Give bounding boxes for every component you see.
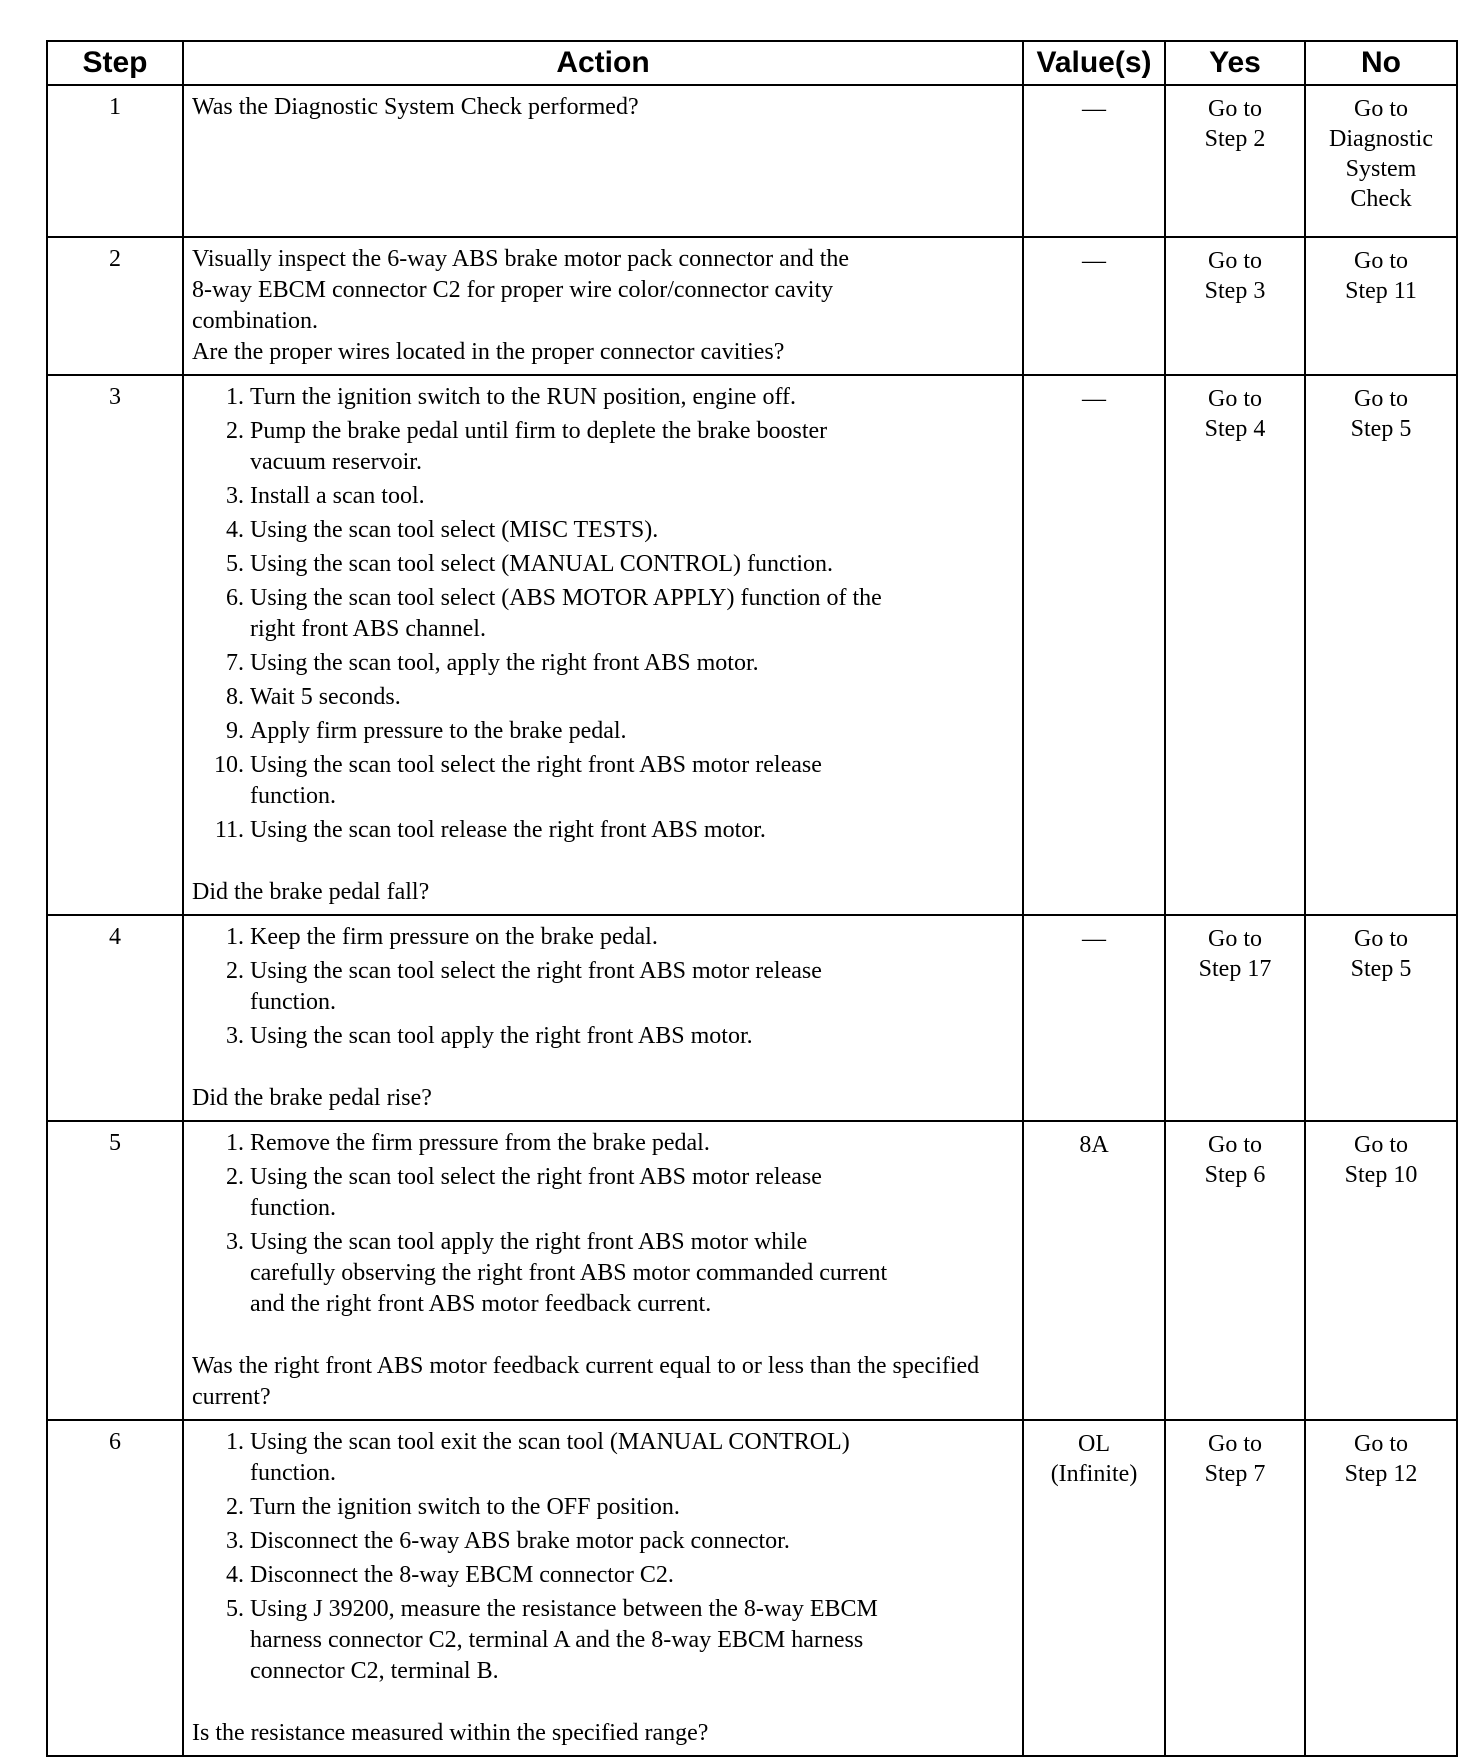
yes-text: Go to — [1208, 926, 1262, 952]
no-cell — [1305, 1121, 1457, 1420]
no-text: Step 5 — [1350, 416, 1412, 442]
action-step-text: Using the scan tool apply the right front ABS motor while — [250, 1229, 808, 1255]
action-step-text: Wait 5 seconds. — [250, 684, 401, 710]
no-text: Step 11 — [1345, 278, 1417, 304]
yes-cell — [1165, 915, 1305, 1121]
yes-text: Step 17 — [1198, 956, 1272, 982]
action-step-item — [214, 750, 1014, 812]
value-text: OL — [1078, 1431, 1110, 1457]
action-step-number: 1. — [226, 1429, 244, 1455]
no-text: System — [1345, 156, 1417, 182]
action-question: Was the right front ABS motor feedback current equal to or less than the specified current? — [192, 1353, 980, 1410]
no-cell — [1305, 237, 1457, 375]
yes-text: Go to — [1208, 96, 1262, 122]
spacer — [192, 1323, 1014, 1351]
value-cell — [1023, 237, 1165, 375]
action-step-text: Disconnect the 8-way EBCM connector C2. — [250, 1562, 674, 1588]
yes-text: Step 2 — [1204, 126, 1266, 152]
no-cell — [1305, 85, 1457, 237]
action-steps-list — [192, 382, 1014, 846]
value-cell — [1023, 85, 1165, 237]
action-step-text: harness connector C2, terminal A and the 8-way EBCM harness — [250, 1627, 864, 1653]
action-step-item — [226, 682, 1014, 713]
yes-cell — [1165, 85, 1305, 237]
action-step-text: carefully observing the right front ABS motor commanded current — [250, 1260, 888, 1286]
action-step-text: connector C2, terminal B. — [250, 1658, 499, 1684]
no-text: Go to — [1354, 1431, 1408, 1457]
value-text: — — [1082, 926, 1106, 952]
header-no: No — [1305, 41, 1457, 85]
action-step-item — [226, 1492, 1014, 1523]
action-step-item — [214, 815, 1014, 846]
action-step-number: 2. — [226, 1164, 244, 1190]
action-step-number: 3. — [226, 1023, 244, 1049]
no-text: Go to — [1354, 386, 1408, 412]
action-step-text: Keep the firm pressure on the brake pedal. — [250, 924, 658, 950]
action-step-number: 9. — [226, 718, 244, 744]
action-step-text: Using the scan tool select (MISC TESTS). — [250, 517, 659, 543]
action-cell — [183, 1420, 1023, 1756]
action-step-text: Install a scan tool. — [250, 483, 425, 509]
action-step-number: 7. — [226, 650, 244, 676]
no-text: Go to — [1354, 248, 1408, 274]
action-step-text: Using the scan tool release the right front ABS motor. — [250, 817, 766, 843]
yes-text: Step 7 — [1204, 1461, 1266, 1487]
action-step-text: Remove the firm pressure from the brake pedal. — [250, 1130, 710, 1156]
no-cell — [1305, 915, 1457, 1121]
action-step-number: 5. — [226, 551, 244, 577]
header-values: Value(s) — [1023, 41, 1165, 85]
no-text: Step 12 — [1344, 1461, 1418, 1487]
action-step-item — [226, 416, 1014, 478]
value-text: — — [1082, 386, 1106, 412]
value-cell — [1023, 375, 1165, 915]
step-number: 4 — [47, 915, 183, 1121]
spacer — [192, 1055, 1014, 1083]
action-step-item — [226, 515, 1014, 546]
action-step-number: 2. — [226, 958, 244, 984]
no-text: Step 5 — [1350, 956, 1412, 982]
table-row — [47, 237, 1457, 375]
yes-text: Go to — [1208, 1431, 1262, 1457]
no-text: Check — [1350, 186, 1412, 212]
spacer — [192, 1690, 1014, 1718]
action-step-text: function. — [250, 1195, 336, 1221]
value-cell — [1023, 1121, 1165, 1420]
action-step-text: function. — [250, 1460, 336, 1486]
header-action: Action — [183, 41, 1023, 85]
action-text: Visually inspect the 6-way ABS brake motor pack connector and the — [192, 246, 850, 272]
action-step-item — [226, 648, 1014, 679]
step-number: 3 — [47, 375, 183, 915]
action-cell — [183, 1121, 1023, 1420]
action-step-number: 10. — [214, 752, 244, 778]
action-step-number: 4. — [226, 1562, 244, 1588]
yes-cell — [1165, 237, 1305, 375]
yes-text: Step 4 — [1204, 416, 1266, 442]
value-text: — — [1082, 96, 1106, 122]
action-step-number: 3. — [226, 1229, 244, 1255]
action-step-number: 8. — [226, 684, 244, 710]
action-step-text: Turn the ignition switch to the OFF position. — [250, 1494, 680, 1520]
no-text: Go to — [1354, 96, 1408, 122]
action-cell — [183, 85, 1023, 237]
action-text: combination. — [192, 308, 318, 334]
action-step-number: 3. — [226, 483, 244, 509]
action-step-text: Using the scan tool select the right front ABS motor release — [250, 752, 822, 778]
action-step-item — [226, 922, 1014, 953]
action-step-number: 3. — [226, 1528, 244, 1554]
action-step-number: 11. — [214, 817, 244, 843]
action-question: Did the brake pedal fall? — [192, 879, 430, 905]
no-text: Go to — [1354, 1132, 1408, 1158]
header-yes: Yes — [1165, 41, 1305, 85]
action-step-number: 1. — [226, 384, 244, 410]
value-cell — [1023, 915, 1165, 1121]
action-steps-list — [192, 1427, 1014, 1687]
yes-text: Go to — [1208, 1132, 1262, 1158]
header-row — [47, 41, 1457, 85]
action-step-number: 6. — [226, 585, 244, 611]
action-text: Are the proper wires located in the proper connector cavities? — [192, 339, 785, 365]
yes-text: Step 6 — [1204, 1162, 1266, 1188]
action-cell — [183, 915, 1023, 1121]
action-step-item — [226, 583, 1014, 645]
action-step-item — [226, 382, 1014, 413]
step-number: 2 — [47, 237, 183, 375]
action-step-item — [226, 1594, 1014, 1687]
header-step: Step — [47, 41, 183, 85]
action-step-item — [226, 1128, 1014, 1159]
action-step-item — [226, 956, 1014, 1018]
action-step-number: 1. — [226, 924, 244, 950]
action-step-text: vacuum reservoir. — [250, 449, 422, 475]
action-steps-list — [192, 1128, 1014, 1320]
action-steps-list — [192, 922, 1014, 1052]
action-step-number: 2. — [226, 418, 244, 444]
action-step-item — [226, 1560, 1014, 1591]
value-text: 8A — [1079, 1132, 1109, 1158]
action-step-item — [226, 716, 1014, 747]
action-step-text: Turn the ignition switch to the RUN position, engine off. — [250, 384, 796, 410]
action-step-item — [226, 1021, 1014, 1052]
yes-cell — [1165, 1121, 1305, 1420]
action-step-item — [226, 1162, 1014, 1224]
yes-cell — [1165, 1420, 1305, 1756]
action-cell — [183, 237, 1023, 375]
action-step-text: Using J 39200, measure the resistance between the 8-way EBCM — [250, 1596, 878, 1622]
no-cell — [1305, 375, 1457, 915]
step-number: 1 — [47, 85, 183, 237]
action-step-number: 4. — [226, 517, 244, 543]
action-cell — [183, 375, 1023, 915]
action-step-text: right front ABS channel. — [250, 616, 486, 642]
value-text: (Infinite) — [1050, 1461, 1138, 1487]
step-number: 6 — [47, 1420, 183, 1756]
action-step-text: Using the scan tool select the right front ABS motor release — [250, 1164, 822, 1190]
action-step-item — [226, 1427, 1014, 1489]
table-row — [47, 1420, 1457, 1756]
action-step-text: function. — [250, 989, 336, 1015]
table-row — [47, 915, 1457, 1121]
value-cell — [1023, 1420, 1165, 1756]
action-step-number: 2. — [226, 1494, 244, 1520]
diagnostic-table — [46, 40, 1458, 1757]
action-step-text: and the right front ABS motor feedback current. — [250, 1291, 712, 1317]
no-text: Step 10 — [1344, 1162, 1418, 1188]
action-step-text: Using the scan tool select the right front ABS motor release — [250, 958, 822, 984]
table-row — [47, 375, 1457, 915]
action-question: Did the brake pedal rise? — [192, 1085, 432, 1111]
action-question: Is the resistance measured within the specified range? — [192, 1720, 709, 1746]
no-text: Go to — [1354, 926, 1408, 952]
action-step-number: 1. — [226, 1130, 244, 1156]
action-text: Was the Diagnostic System Check performed? — [192, 94, 639, 120]
no-cell — [1305, 1420, 1457, 1756]
no-text: Diagnostic — [1329, 126, 1433, 152]
yes-text: Step 3 — [1204, 278, 1266, 304]
action-step-item — [226, 1227, 1014, 1320]
action-step-text: function. — [250, 783, 336, 809]
table-row — [47, 85, 1457, 237]
action-step-item — [226, 481, 1014, 512]
yes-cell — [1165, 375, 1305, 915]
action-step-text: Using the scan tool, apply the right front ABS motor. — [250, 650, 759, 676]
action-step-text: Using the scan tool select (MANUAL CONTROL) function. — [250, 551, 834, 577]
yes-text: Go to — [1208, 386, 1262, 412]
table-row — [47, 1121, 1457, 1420]
action-step-text: Disconnect the 6-way ABS brake motor pack connector. — [250, 1528, 790, 1554]
action-step-item — [226, 549, 1014, 580]
action-step-text: Using the scan tool exit the scan tool (MANUAL CONTROL) — [250, 1429, 850, 1455]
value-text: — — [1082, 248, 1106, 274]
action-text: 8-way EBCM connector C2 for proper wire color/connector cavity — [192, 277, 834, 303]
action-step-text: Using the scan tool select (ABS MOTOR APPLY) function of the — [250, 585, 882, 611]
spacer — [192, 849, 1014, 877]
action-step-text: Apply firm pressure to the brake pedal. — [250, 718, 627, 744]
step-number: 5 — [47, 1121, 183, 1420]
action-step-number: 5. — [226, 1596, 244, 1622]
yes-text: Go to — [1208, 248, 1262, 274]
action-step-text: Using the scan tool apply the right front ABS motor. — [250, 1023, 753, 1049]
action-step-item — [226, 1526, 1014, 1557]
action-step-text: Pump the brake pedal until firm to deplete the brake booster — [250, 418, 828, 444]
